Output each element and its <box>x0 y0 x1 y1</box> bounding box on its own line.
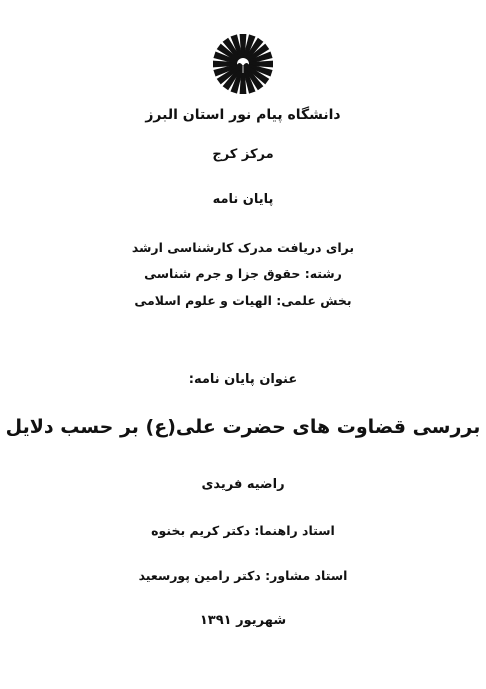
document-type: پایان نامه <box>212 192 274 207</box>
university-name: دانشگاه پیام نور استان البرز <box>145 107 341 123</box>
department-line: بخش علمی: الهیات و علوم اسلامی <box>134 293 352 308</box>
thesis-title-label: عنوان پایان نامه: <box>188 372 298 387</box>
field-line: رشته: حقوق جزا و جرم شناسی <box>144 266 342 281</box>
thesis-title: بررسی قضاوت های حضرت علی(ع) بر حسب دلایل <box>5 416 481 438</box>
degree-line: برای دریافت مدرک کارشناسی ارشد <box>131 240 355 255</box>
date-line: شهریور ۱۳۹۱ <box>199 613 287 628</box>
supervisor-line: استاد راهنما: دکتر کریم بخنوه <box>151 523 335 538</box>
author-name: راضیه فریدی <box>201 477 285 492</box>
center-name: مرکز کرج <box>212 147 274 162</box>
university-logo-icon <box>211 32 275 96</box>
advisor-line: استاد مشاور: دکتر رامین پورسعید <box>138 568 348 583</box>
